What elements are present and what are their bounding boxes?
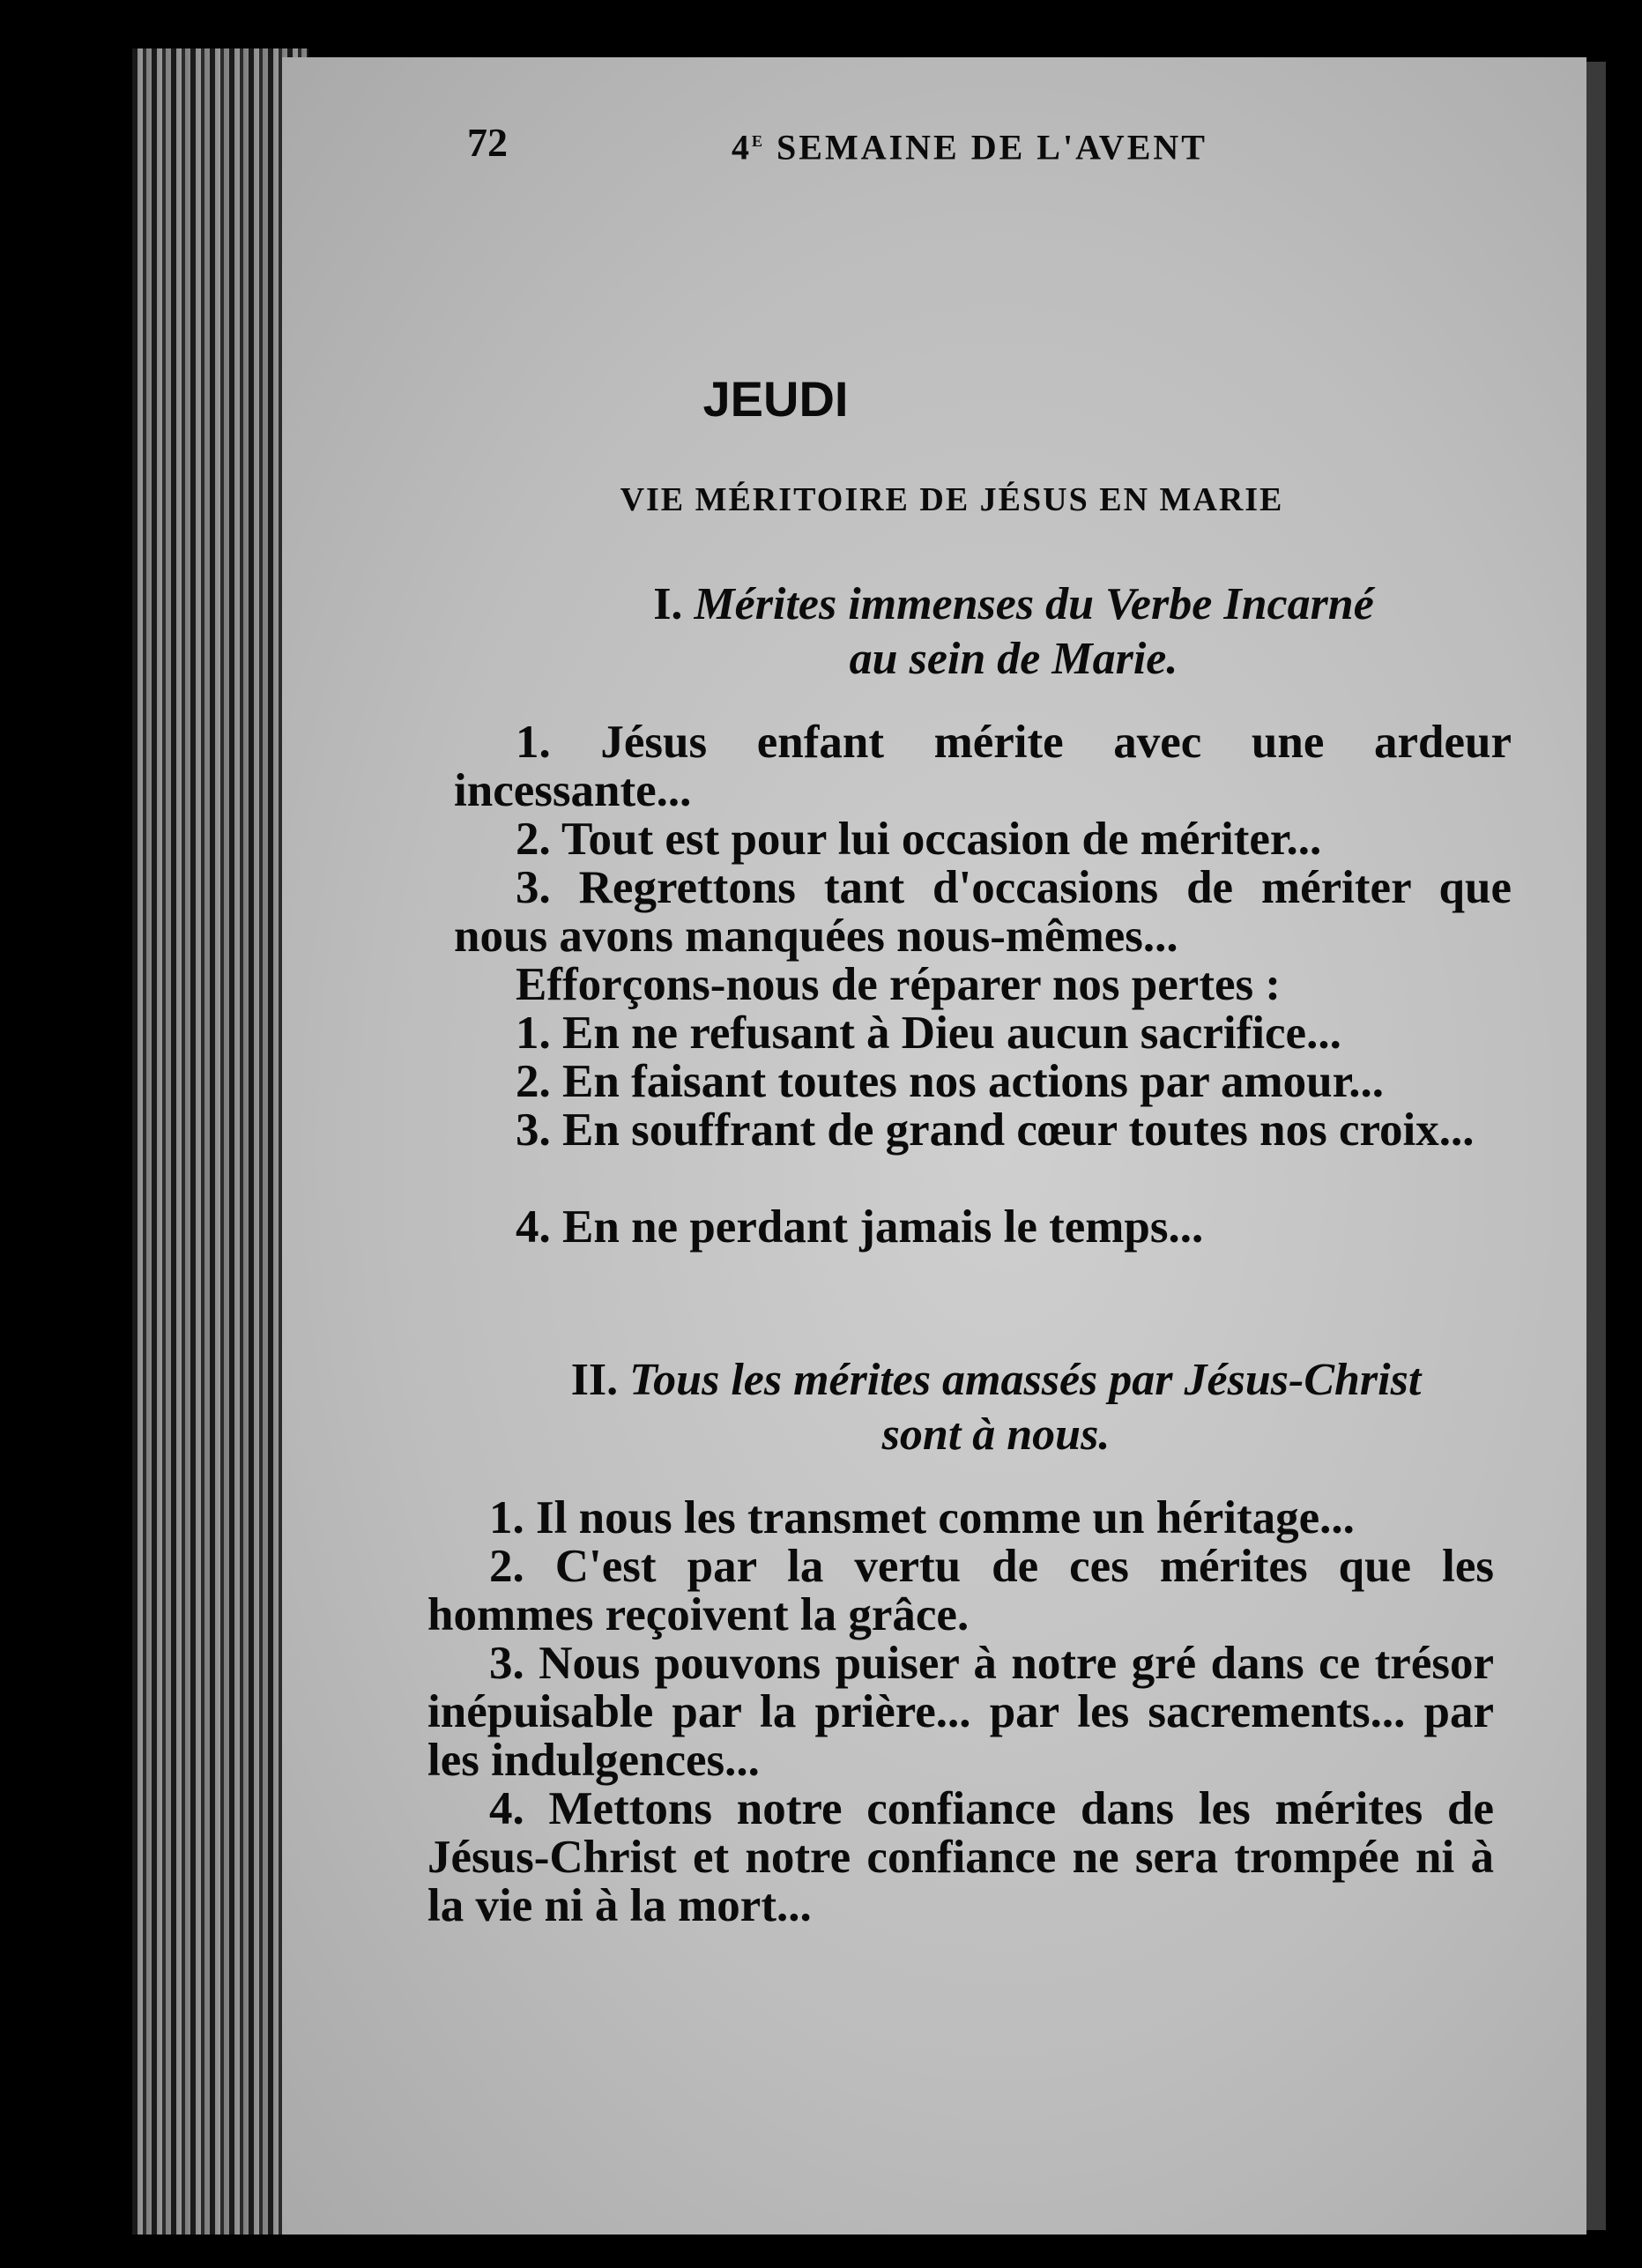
section-1-item-4: 1. En ne refusant à Dieu aucun sacrifice...	[516, 1008, 1341, 1059]
section-2-item-4: 4. Mettons notre confiance dans les mérites de Jésus-Christ et notre confiance ne sera trompée ni à la vie ni à la mort...	[427, 1783, 1494, 1931]
running-title-suffix: e	[752, 126, 766, 152]
section-1-item-1: 1. Jésus enfant mérite avec une ardeur incessante...	[454, 717, 1512, 816]
section-1-item-2: 2. Tout est pour lui occasion de mériter...	[516, 814, 1322, 865]
section-2-title-line-2: sont à nous.	[881, 1409, 1111, 1460]
day-heading: JEUDI	[702, 371, 849, 427]
running-title-rest: SEMAINE DE L'AVENT	[765, 127, 1207, 167]
section-1-item-3: 3. Regrettons tant d'occasions de mériter que nous avons manquées nous-mêmes...	[454, 862, 1512, 962]
section-1-number: I.	[653, 579, 683, 629]
section-2-title-line-1	[441, 1353, 1551, 1408]
section-1-title-text-1: Mérites immenses du Verbe Incarné	[694, 579, 1374, 629]
section-1-item-6: 3. En souffrant de grand cœur toutes nos croix...	[516, 1104, 1475, 1156]
section-2-item-2: 2. C'est par la vertu de ces mérites que les hommes reçoivent la grâce.	[427, 1541, 1494, 1640]
page-number: 72	[467, 120, 508, 165]
section-1-intro-efforts: Efforçons-nous de réparer nos pertes :	[516, 959, 1282, 1010]
running-title	[732, 126, 1207, 167]
section-2-item-1: 1. Il nous les transmet comme un héritage...	[489, 1492, 1355, 1543]
section-2-heading	[441, 1353, 1551, 1462]
section-1-title-line-2: au sein de Marie.	[849, 634, 1178, 684]
section-1-heading	[485, 577, 1542, 687]
section-1-item-5: 2. En faisant toutes nos actions par amour...	[516, 1056, 1385, 1107]
book-page	[282, 57, 1586, 2235]
section-2-item-3: 3. Nous pouvons puiser à notre gré dans ce trésor inépuisable par la prière... par les sacrements... par les indulgences...	[427, 1638, 1494, 1786]
section-2-number: II.	[570, 1355, 619, 1405]
section-1-item-7: 4. En ne perdant jamais le temps...	[516, 1201, 1204, 1253]
right-page-edge	[1586, 62, 1606, 2230]
section-2-title-text-1: Tous les mérites amassés par Jésus-Christ	[629, 1355, 1422, 1405]
running-title-ordinal: 4	[732, 127, 752, 167]
subtitle: VIE MÉRITOIRE DE JÉSUS EN MARIE	[620, 481, 1284, 518]
section-1-title-line-1	[485, 577, 1542, 632]
